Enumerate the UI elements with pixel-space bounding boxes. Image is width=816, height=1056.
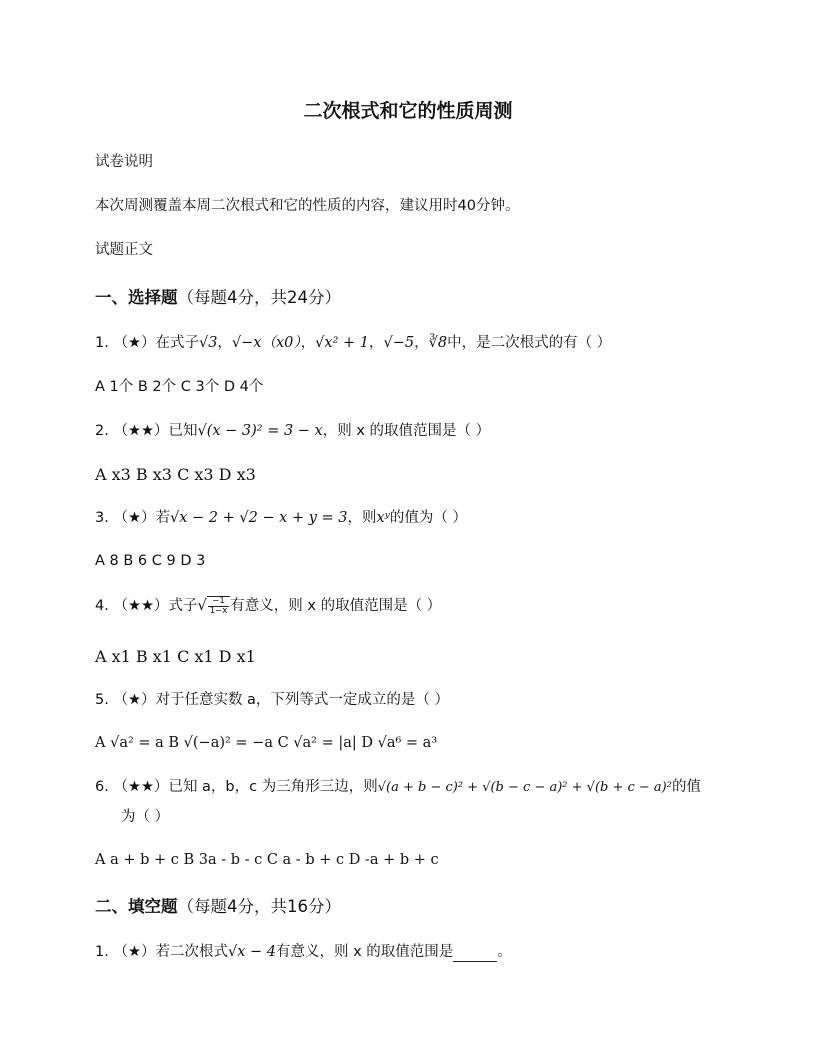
q4-suffix: 有意义，则 x 的取值范围是（ ） [230,598,442,614]
question-3 [95,508,735,528]
q4-fraction [207,596,231,616]
q3-suffix: 的值为（ ） [389,510,467,526]
q1-root-5: ∛8 [428,335,448,351]
q1-suffix: 中，是二次根式的有（ ） [447,335,612,351]
section-choice-heading [95,284,341,308]
q4-radical-sign: √ [197,598,207,614]
q3-mid: ，则 [347,510,377,526]
question-2 [95,421,735,441]
q1-sep-2: ， [300,335,316,351]
q1-sep-4: ， [414,335,429,351]
q1-root-3: √x² + 1 [315,335,369,351]
q1-sep-3: ， [368,335,384,351]
section-choice-note: （每题4分，共24分） [177,288,341,307]
q3-power: xʸ [376,510,390,526]
q4-prefix: 4. （★★）式子 [95,598,198,614]
f1-answer-blank[interactable] [453,947,497,962]
f1-end: 。 [497,944,512,960]
q1-options: A 1个 B 2个 C 3个 D 4个 [95,379,264,395]
q1-root-1: √3 [198,335,218,351]
q1-condition: （x0） [261,335,301,351]
fill-question-1 [95,942,735,962]
q2-expression: √(x − 3)² = 3 − x [197,423,323,439]
f1-prefix: 1. （★）若二次根式 [95,944,228,960]
q1-root-4: √−5 [383,335,415,351]
question-6 [95,777,735,798]
q4-fraction-denominator: 1−x [209,606,228,616]
q6-prefix: 6. （★★）已知 a，b，c 为三角形三边，则 [95,779,378,795]
q2-prefix: 2. （★★）已知 [95,423,198,439]
q3-prefix: 3. （★）若 [95,510,170,526]
f1-suffix: 有意义，则 x 的取值范围是 [275,944,454,960]
q2-options: A x3 B x3 C x3 D x3 [95,465,256,484]
q2-suffix: ，则 x 的取值范围是（ ） [322,423,491,439]
question-5: 5. （★）对于任意实数 a，下列等式一定成立的是（ ） [95,692,450,708]
question-4 [95,596,735,616]
page-title: 二次根式和它的性质周测 [303,100,513,122]
section-fill-heading [95,893,341,917]
body-heading: 试题正文 [95,242,153,258]
section-fill-name: 二、填空题 [95,897,178,916]
q3-expression: √x − 2 + √2 − x + y = 3 [169,510,348,526]
intro-text: 本次周测覆盖本周二次根式和它的性质的内容，建议用时40分钟。 [95,198,520,214]
q1-prefix: 1. （★）在式子 [95,335,199,351]
section-fill-note: （每题4分，共16分） [177,897,341,916]
q1-sep-1: ， [217,335,232,351]
q6-expression: √(a + b − c)² + √(b − c − a)² + √(b + c − a)² [377,780,672,795]
q5-options: A √a² = a B √(−a)² = −a C √a² = |a| D √a⁶ = a³ [95,735,438,751]
q6-continuation: 为（ ） [121,809,170,825]
q3-options: A 8 B 6 C 9 D 3 [95,553,206,569]
intro-heading: 试卷说明 [95,154,153,170]
q1-root-2: √−x [231,335,262,351]
f1-expression: √x − 4 [227,944,276,960]
q4-fraction-numerator: −1 [208,597,230,607]
section-choice-name: 一、选择题 [95,288,178,307]
q4-options: A x1 B x1 C x1 D x1 [95,647,256,666]
question-1 [95,333,735,353]
q6-suffix: 的值 [671,779,701,795]
q6-options: A a + b + c B 3a - b - c C a - b + c D -a + b + c [95,852,439,868]
